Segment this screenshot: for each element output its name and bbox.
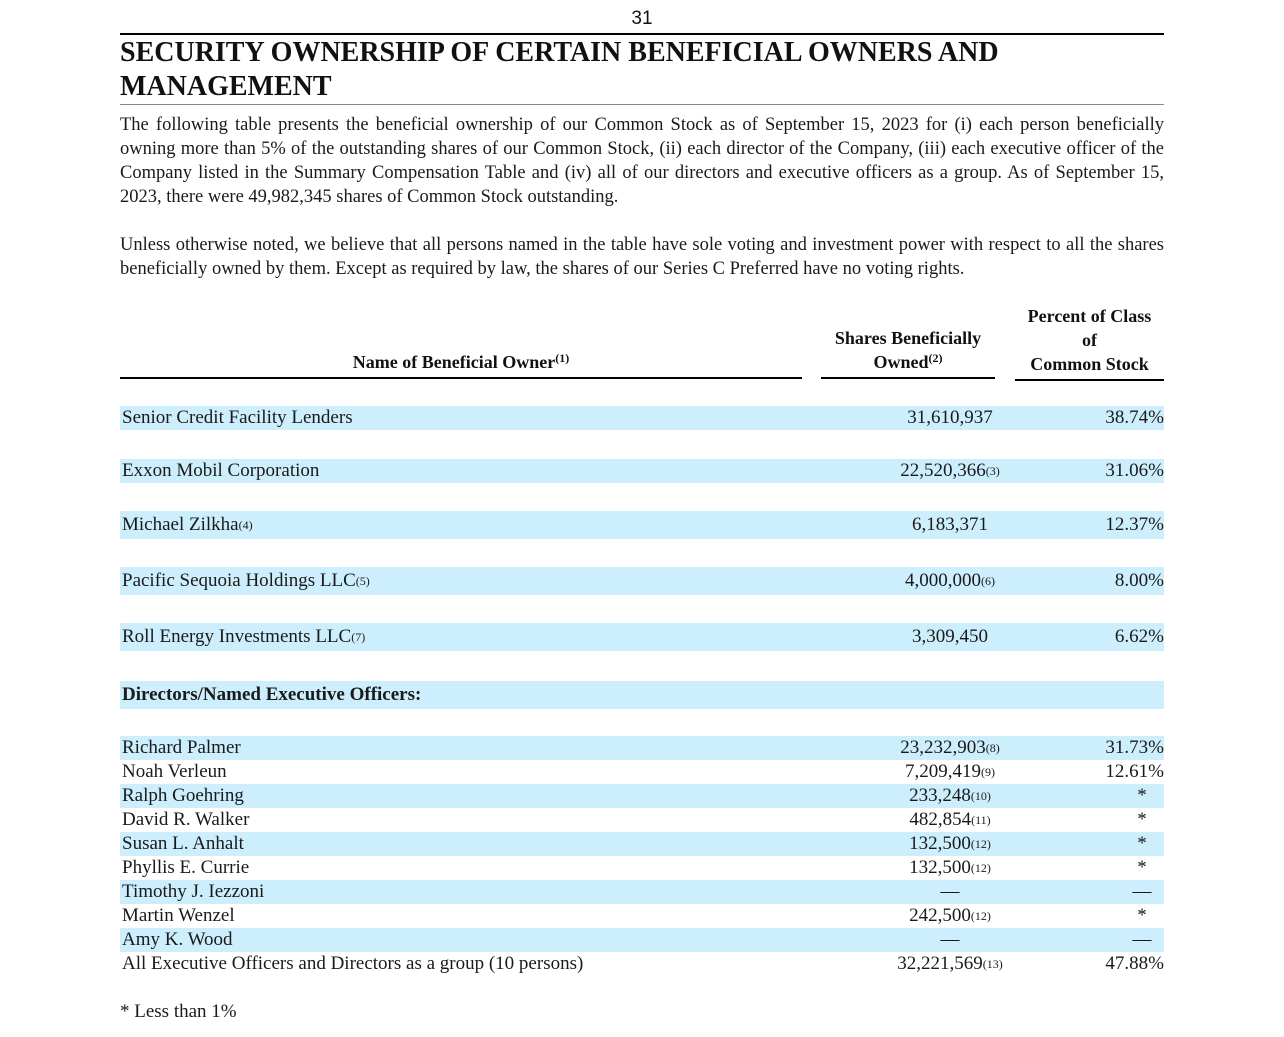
officer-name: Ralph Goehring: [122, 785, 244, 806]
shares-owned: 7,209,419: [905, 761, 981, 782]
title-rule: [120, 104, 1164, 105]
shares-owned: —: [940, 881, 960, 902]
header-percent-of-class: [1015, 304, 1164, 381]
header-name-footnote: (1): [555, 351, 570, 365]
shares-owned: —: [940, 929, 960, 950]
top-rule: [120, 33, 1164, 35]
shares-owned: 23,232,903: [900, 737, 986, 758]
officer-name: Phyllis E. Currie: [122, 857, 250, 878]
percent-of-class: *: [1137, 857, 1147, 878]
table-row: Noah Verleun 7,209,419 (9) 12.61%: [122, 761, 1164, 782]
owner-name: Roll Energy Investments LLC: [122, 626, 352, 647]
percent-of-class: *: [1137, 785, 1147, 806]
percent-of-class: 12.37%: [1105, 514, 1164, 535]
table-row-group-total: All Executive Officers and Directors as a group (10 persons) 32,221,569 (13) 47.88%: [122, 953, 1164, 974]
officer-name: Susan L. Anhalt: [122, 833, 244, 854]
table-row: David R. Walker 482,854 (11) *: [120, 808, 1164, 832]
shares-owned: 22,520,366: [900, 460, 986, 481]
officer-name: Timothy J. Iezzoni: [122, 881, 265, 902]
table-row: Roll Energy Investments LLC (7) 3,309,450 6.62%: [120, 623, 1164, 651]
owner-name: Senior Credit Facility Lenders: [122, 407, 353, 428]
header-shares-line1: Shares Beneficially: [834, 328, 982, 348]
percent-of-class: 6.62%: [1114, 626, 1164, 647]
header-pct-line1: Percent of Class: [1027, 306, 1152, 326]
shares-owned: 3,309,450: [912, 626, 988, 647]
table-row: Pacific Sequoia Holdings LLC (5) 4,000,000 (6) 8.00%: [120, 567, 1164, 595]
section-title: SECURITY OWNERSHIP OF CERTAIN BENEFICIAL OWNERS AND MANAGEMENT: [120, 37, 999, 102]
header-name-of-owner: [120, 350, 802, 379]
table-row: Richard Palmer 23,232,903 (8) 31.73%: [122, 737, 1164, 758]
owner-name: Michael Zilkha: [122, 514, 239, 535]
table-row: Phyllis E. Currie 132,500 (12) *: [120, 856, 1164, 880]
percent-of-class: 31.06%: [1105, 460, 1164, 481]
header-name-label: Name of Beneficial Owner: [352, 352, 556, 372]
percent-of-class: 38.74%: [1105, 407, 1164, 428]
header-pct-line2: of: [1082, 330, 1097, 350]
percent-of-class: *: [1137, 905, 1147, 926]
table-row: [120, 406, 1164, 430]
table-row: Martin Wenzel 242,500 (12) *: [120, 904, 1164, 928]
shares-owned: 482,854: [909, 809, 972, 830]
shares-owned: 32,221,569: [897, 953, 983, 974]
owner-name: Pacific Sequoia Holdings LLC: [122, 570, 356, 591]
shares-owned: 6,183,371: [912, 514, 988, 535]
voting-paragraph: Unless otherwise noted, we believe that all persons named in the table have sole voting and investment power with respect to all the shares beneficially owned by them. Except as required by law, the shares of our Series C Preferred have no voting rights.: [120, 235, 1164, 279]
table-row: [120, 880, 1164, 904]
shares-owned: 132,500: [909, 833, 971, 854]
percent-of-class: —: [1132, 881, 1152, 902]
shares-owned: 31,610,937: [907, 407, 993, 428]
percent-of-class: —: [1132, 929, 1152, 950]
table-row: Susan L. Anhalt 132,500 (12) *: [120, 832, 1164, 856]
table-row: Michael Zilkha (4) 6,183,371 12.37%: [120, 511, 1164, 539]
header-pct-line3: Common Stock: [1030, 354, 1149, 374]
directors-section-label: Directors/Named Executive Officers:: [122, 684, 422, 705]
percent-of-class: *: [1137, 809, 1147, 830]
officer-name: Noah Verleun: [122, 761, 227, 782]
percent-of-class: 47.88%: [1105, 953, 1164, 974]
table-row: [120, 928, 1164, 952]
officer-name: Martin Wenzel: [122, 905, 235, 926]
officer-name: Richard Palmer: [122, 737, 241, 758]
footnote-less-than-1pct: * Less than 1%: [120, 1001, 237, 1022]
shares-owned: 233,248: [909, 785, 971, 806]
officer-name: Amy K. Wood: [122, 929, 233, 950]
shares-owned: 132,500: [909, 857, 971, 878]
table-row: Ralph Goehring 233,248 (10) *: [120, 784, 1164, 808]
shares-owned: 242,500: [909, 905, 971, 926]
table-row: Exxon Mobil Corporation 22,520,366 (3) 31.06%: [122, 460, 1164, 481]
section-row: [120, 681, 1164, 709]
officer-name: All Executive Officers and Directors as a group (10 persons): [122, 953, 584, 974]
percent-of-class: 31.73%: [1105, 737, 1164, 758]
owner-name: Exxon Mobil Corporation: [122, 460, 320, 481]
percent-of-class: 8.00%: [1114, 570, 1164, 591]
header-shares-footnote: (2): [928, 351, 943, 365]
percent-of-class: *: [1137, 833, 1147, 854]
shares-owned: 4,000,000: [905, 570, 981, 591]
percent-of-class: 12.61%: [1105, 761, 1164, 782]
page-number: 31: [631, 8, 653, 29]
intro-paragraph: The following table presents the beneficial ownership of our Common Stock as of September 15, 2023 for (i) each person beneficially owning more than 5% of the outstanding shares of our Common Stock, (ii) each director of the Company, (iii) each executive officer of the Company listed in the Summary Compensation Table and (iv) all of our directors and executive officers as a group. As of September 15, 2023, there were 49,982,345 shares of Common Stock outstanding.: [120, 115, 1164, 207]
header-shares-line2: Owned: [873, 352, 929, 372]
header-shares-owned: [821, 326, 995, 379]
officer-name: David R. Walker: [122, 809, 250, 830]
